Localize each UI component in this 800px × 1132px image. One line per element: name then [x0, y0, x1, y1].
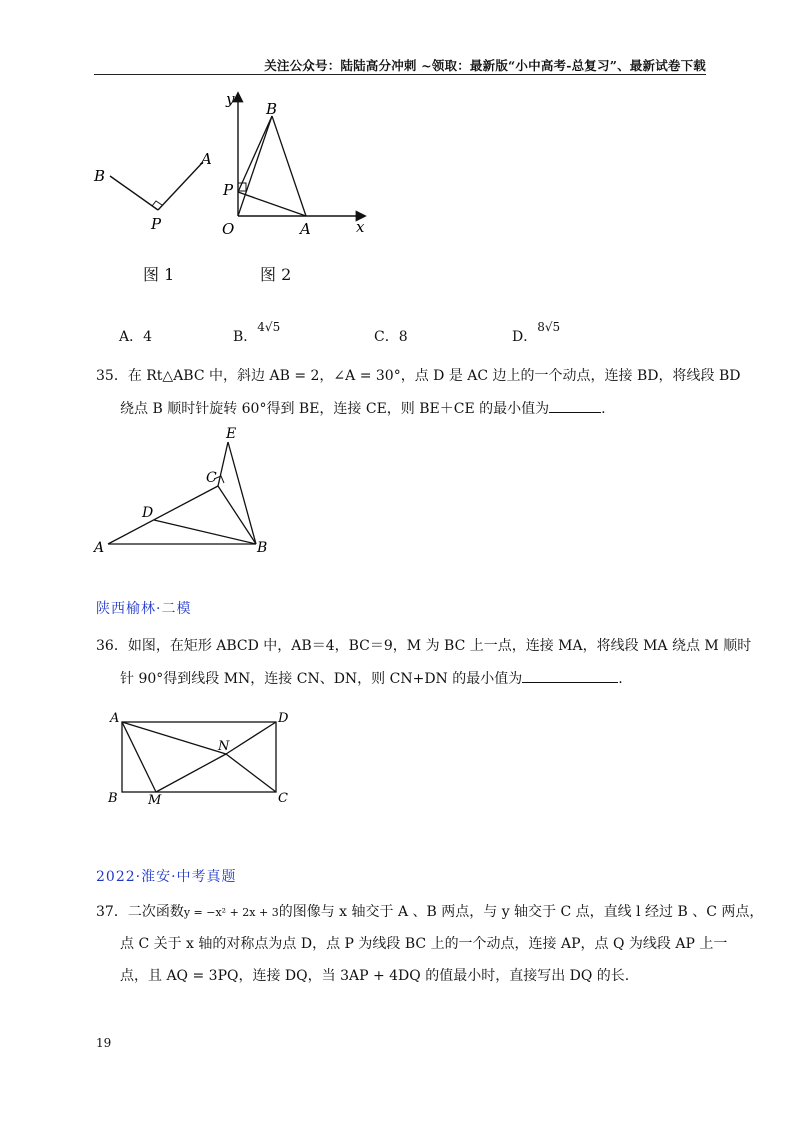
- fig2-label-x: x: [356, 218, 365, 236]
- q35-line2-text: 绕点 B 顺时针旋转 60°得到 BE，连接 CE，则 BE＋CE 的最小值为: [120, 401, 550, 417]
- q35-answer-blank: [549, 398, 601, 413]
- q35-label-a: A: [94, 540, 105, 556]
- option-b: [233, 320, 281, 346]
- fig2-segment-pb: [238, 116, 272, 192]
- option-c: C．8: [374, 329, 408, 345]
- q36-line2-end: .: [618, 671, 623, 687]
- fig1-segment-pa: [158, 162, 203, 210]
- q36-segment-mn: [156, 754, 226, 792]
- figure-1: [88, 140, 228, 240]
- q37-line1-prefix: 37．二次函数: [96, 904, 184, 920]
- option-b-prefix: B．: [233, 329, 258, 345]
- figure-2: [214, 88, 374, 248]
- fig2-label-o: O: [222, 220, 235, 238]
- fig2-label-a: A: [300, 220, 311, 238]
- q36-figure: [104, 706, 304, 810]
- fig2-label-p: P: [223, 181, 234, 199]
- fig2-segment-ba: [272, 116, 306, 216]
- q35-label-b: B: [257, 540, 268, 556]
- option-d: [512, 320, 561, 346]
- fig2-segment-pa: [238, 192, 306, 216]
- q36-segment-nd: [226, 722, 276, 754]
- q36-label-a: A: [110, 711, 120, 726]
- option-d-prefix: D．: [512, 329, 538, 345]
- q35-label-d: D: [142, 505, 154, 521]
- page-header: 关注公众号：陆陆高分冲刺 ~领取：最新版“小中高考-总复习”、最新试卷下载: [264, 58, 706, 73]
- fig2-label-b: B: [266, 100, 278, 118]
- q36-label-n: N: [218, 739, 230, 754]
- fig1-label-p: P: [151, 215, 162, 233]
- q37-line2: 点 C 关于 x 轴的对称点为点 D，点 P 为线段 BC 上的一个动点，连接 AP，点 Q 为线段 AP 上一: [120, 936, 728, 952]
- fig2-label-y: y: [226, 90, 235, 108]
- q36-label-c: C: [278, 791, 288, 806]
- q36-line2: [120, 668, 623, 689]
- header-rule: [94, 74, 706, 75]
- q37-line1-rest: 的图像与 x 轴交于 A 、B 两点，与 y 轴交于 C 点，直线 l 经过 B 、C 两点，: [278, 904, 764, 920]
- fig1-right-angle-mark: [152, 201, 162, 206]
- q37-line1: [96, 902, 763, 923]
- option-b-value: 4√5: [257, 320, 281, 334]
- q37-formula: y = −x² + 2x + 3: [183, 906, 279, 919]
- q36-segment-an: [122, 722, 226, 754]
- q35-label-c: C: [206, 470, 217, 486]
- q35-segment-db: [154, 520, 256, 544]
- q36-rectangle-abcd: [122, 722, 276, 792]
- q35-label-e: E: [226, 426, 237, 442]
- q36-label-d: D: [278, 711, 289, 726]
- q36-answer-blank: [522, 668, 618, 683]
- section-heading-huaian: 2022·淮安·中考真题: [96, 869, 237, 885]
- fig1-segment-bp: [110, 176, 158, 210]
- option-d-value: 8√5: [537, 320, 561, 334]
- q36-line1: 36．如图，在矩形 ABCD 中，AB＝4，BC＝9，M 为 BC 上一点，连接 MA，将线段 MA 绕点 M 顺时: [96, 638, 752, 654]
- fig1-label-a: A: [201, 150, 212, 168]
- q36-label-m: M: [148, 793, 162, 808]
- section-heading-shaanxi: 陕西榆林·二模: [96, 601, 192, 617]
- q37-line3: 点，且 AQ = 3PQ，连接 DQ，当 3AP + 4DQ 的值最小时，直接写出 DQ 的长.: [120, 968, 630, 984]
- q35-figure: [92, 424, 292, 558]
- figure-1-caption: 图 1: [143, 265, 175, 284]
- fig2-segment-ob: [238, 116, 272, 216]
- fig1-label-b: B: [94, 167, 106, 185]
- q36-line2-text: 针 90°得到线段 MN，连接 CN、DN，则 CN+DN 的最小值为: [120, 671, 523, 687]
- q35-segment-ac: [108, 486, 218, 544]
- q35-line2-end: .: [601, 401, 606, 417]
- figure-2-caption: 图 2: [260, 265, 292, 284]
- option-a: A．4: [119, 329, 153, 345]
- q35-segment-eb: [228, 442, 256, 544]
- page-number: 19: [96, 1036, 112, 1050]
- q35-segment-cb: [218, 486, 256, 544]
- q35-line1: 35．在 Rt△ABC 中，斜边 AB = 2，∠A = 30°，点 D 是 AC 边上的一个动点，连接 BD，将线段 BD: [96, 368, 741, 384]
- q36-label-b: B: [108, 791, 118, 806]
- q36-segment-nc: [226, 754, 276, 792]
- q35-line2: [120, 398, 606, 419]
- q36-segment-am: [122, 722, 156, 792]
